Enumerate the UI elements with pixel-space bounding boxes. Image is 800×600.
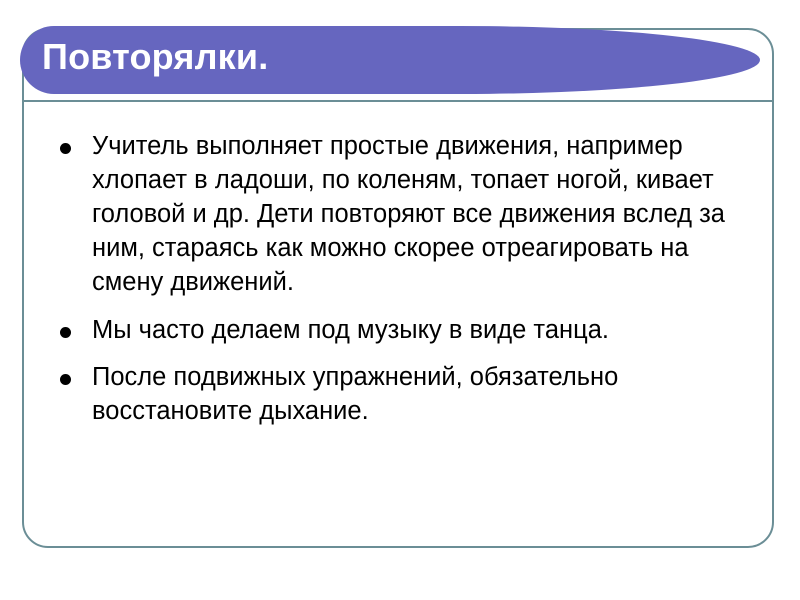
list-item <box>46 130 746 300</box>
title-divider <box>24 100 772 102</box>
list-item <box>46 314 746 348</box>
bullet-list <box>46 130 746 429</box>
bullet-text: Мы часто делаем под музыку в виде танца. <box>92 315 609 344</box>
bullet-text: После подвижных упражнений, обязательно восстановите дыхание. <box>92 363 619 426</box>
slide-body <box>46 130 746 443</box>
slide-title: Повторялки. <box>42 36 269 77</box>
bullet-text: Учитель выполняет простые движения, например хлопает в ладоши, по коленям, топает ногой, кивает головой и др. Дети повторяют все движения вслед за ним, стараясь как можно скорее отреагировать на смену движений. <box>92 132 725 296</box>
list-item <box>46 361 746 429</box>
